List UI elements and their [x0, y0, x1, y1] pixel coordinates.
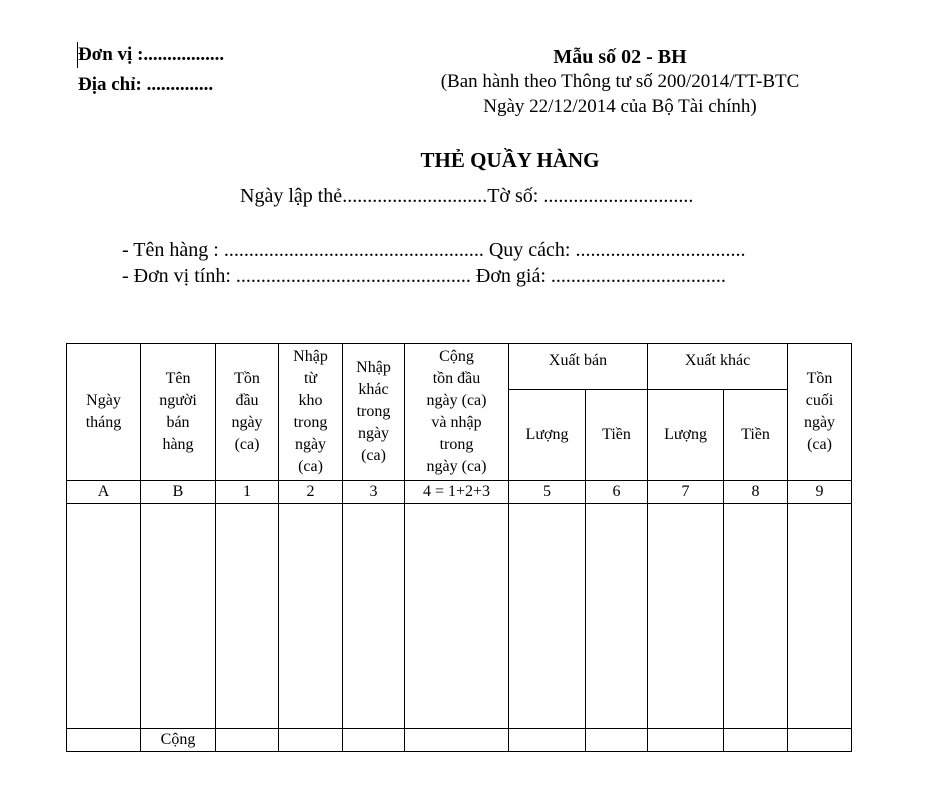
- header-xuat-ban-luong: Lượng: [509, 390, 586, 481]
- total-cell: [405, 729, 509, 752]
- total-label: Cộng: [141, 729, 216, 752]
- total-cell: [343, 729, 405, 752]
- data-cell: [279, 504, 343, 729]
- header-nhap-khac: Nhập khác trong ngày (ca): [343, 344, 405, 481]
- total-cell: [216, 729, 279, 752]
- index-cell: B: [141, 481, 216, 504]
- index-cell: 8: [724, 481, 788, 504]
- index-cell: 7: [648, 481, 724, 504]
- data-cell: [67, 504, 141, 729]
- data-cell: [509, 504, 586, 729]
- data-cell: [788, 504, 852, 729]
- total-cell: [724, 729, 788, 752]
- index-row: [67, 481, 852, 504]
- header-xuat-khac-tien: Tiền: [724, 390, 788, 481]
- index-cell: 2: [279, 481, 343, 504]
- total-cell: [586, 729, 648, 752]
- data-cell: [586, 504, 648, 729]
- header-nhap-tu-kho: Nhập từ kho trong ngày (ca): [279, 344, 343, 481]
- data-cell: [724, 504, 788, 729]
- index-cell: 9: [788, 481, 852, 504]
- index-cell: 1: [216, 481, 279, 504]
- header-ton-dau-ngay: Tồn đầu ngày (ca): [216, 344, 279, 481]
- page-title: THẺ QUẦY HÀNG: [420, 148, 600, 172]
- total-cell: [279, 729, 343, 752]
- index-cell: 3: [343, 481, 405, 504]
- header-ton-cuoi-ngay: Tồn cuối ngày (ca): [788, 344, 852, 481]
- field-line-don-vi-tinh: - Đơn vị tính: ............................................... Đơn giá: ...................................: [122, 265, 726, 287]
- total-cell: [67, 729, 141, 752]
- subtitle-line: Ngày lập thẻ.............................Tờ số: ..............................: [240, 185, 694, 207]
- data-entry-row: [67, 504, 852, 729]
- header-ngay-thang: Ngày tháng: [67, 344, 141, 481]
- data-cell: [216, 504, 279, 729]
- index-cell: 4 = 1+2+3: [405, 481, 509, 504]
- index-cell: 6: [586, 481, 648, 504]
- dia-chi-label: Địa chỉ: ..............: [78, 74, 214, 95]
- data-cell: [405, 504, 509, 729]
- don-vi-label: Đơn vị :.................: [78, 44, 225, 65]
- index-cell: 5: [509, 481, 586, 504]
- issued-date: Ngày 22/12/2014 của Bộ Tài chính): [483, 96, 757, 117]
- data-cell: [141, 504, 216, 729]
- header-xuat-khac-luong: Lượng: [648, 390, 724, 481]
- total-cell: [788, 729, 852, 752]
- header-xuat-khac: Xuất khác: [648, 344, 788, 390]
- total-cell: [648, 729, 724, 752]
- header-ten-nguoi-ban: Tên người bán hàng: [141, 344, 216, 481]
- index-cell: A: [67, 481, 141, 504]
- header-xuat-ban: Xuất bán: [509, 344, 648, 390]
- header-xuat-ban-tien: Tiền: [586, 390, 648, 481]
- field-line-ten-hang: - Tên hàng : .................................................... Quy cách: ..................................: [122, 239, 746, 261]
- data-cell: [343, 504, 405, 729]
- total-cell: [509, 729, 586, 752]
- data-cell: [648, 504, 724, 729]
- total-row: [67, 729, 852, 752]
- header-cong-ton-dau: Cộng tồn đầu ngày (ca) và nhập trong ngày (ca): [405, 344, 509, 481]
- form-number: Mẫu số 02 - BH: [553, 46, 687, 68]
- issued-by: (Ban hành theo Thông tư số 200/2014/TT-BTC: [440, 71, 800, 92]
- counter-card-table: [66, 343, 852, 752]
